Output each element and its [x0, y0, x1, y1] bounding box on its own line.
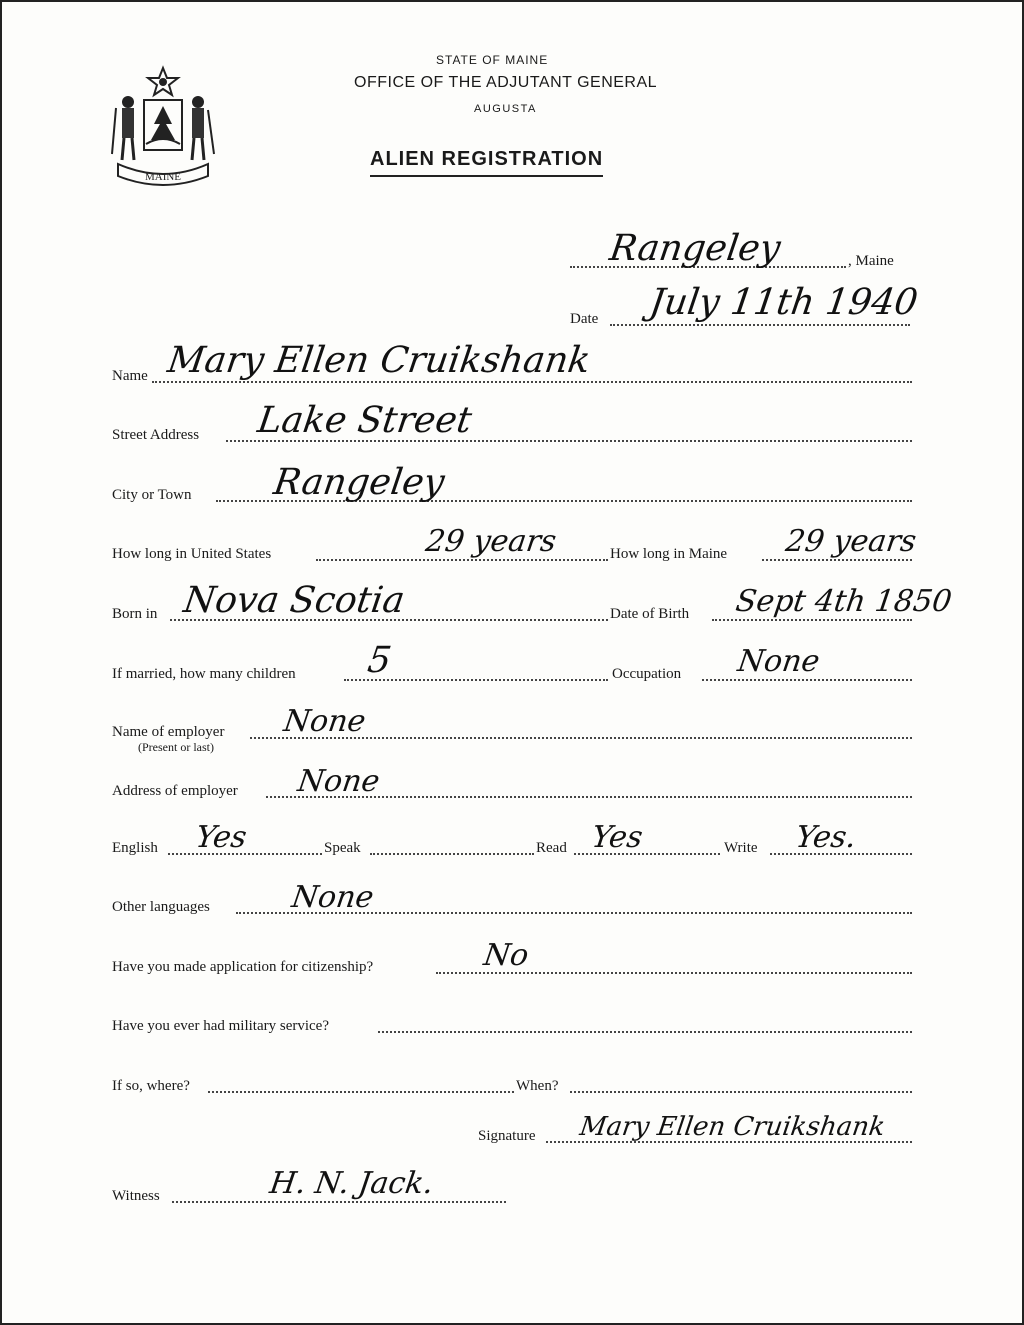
date-label: Date	[570, 311, 599, 327]
city-value: Rangeley	[271, 462, 447, 503]
when-label: When?	[516, 1078, 559, 1094]
form-title: ALIEN REGISTRATION	[370, 148, 603, 177]
born-in-value: Nova Scotia	[181, 580, 408, 621]
name-label: Name	[112, 368, 148, 384]
other-languages-value: None	[289, 880, 376, 915]
dob-value: Sept 4th 1850	[733, 584, 954, 619]
street-label: Street Address	[112, 427, 200, 443]
where-line	[208, 1091, 514, 1093]
place-label: , Maine	[848, 253, 894, 269]
dob-line	[712, 619, 912, 621]
read-value: Yes	[589, 820, 645, 855]
maine-state-seal	[108, 64, 218, 188]
place-value: Rangeley	[607, 228, 783, 269]
dob-label: Date of Birth	[610, 606, 690, 622]
name-line	[152, 381, 912, 383]
witness-label: Witness	[112, 1188, 160, 1204]
header-city: AUGUSTA	[474, 103, 537, 115]
english-label: English	[112, 840, 158, 856]
write-label: Write	[724, 840, 758, 856]
witness-line	[172, 1201, 506, 1203]
witness-value: H. N. Jack.	[267, 1166, 436, 1201]
citizenship-value: No	[481, 938, 531, 973]
header-state: STATE OF MAINE	[436, 53, 549, 67]
when-line	[570, 1091, 912, 1093]
employer-sublabel: (Present or last)	[138, 740, 214, 754]
english-value: Yes	[193, 820, 249, 855]
citizenship-label: Have you made application for citizenship?	[112, 959, 374, 975]
read-label: Read	[536, 840, 567, 856]
years-maine-label: How long in Maine	[610, 546, 728, 562]
write-value: Yes.	[793, 820, 859, 855]
years-us-label: How long in United States	[112, 546, 272, 562]
city-label: City or Town	[112, 487, 192, 503]
military-label: Have you ever had military service?	[112, 1018, 329, 1034]
military-line	[378, 1031, 912, 1033]
born-in-label: Born in	[112, 606, 158, 622]
years-maine-value: 29 years	[783, 524, 919, 559]
date-line	[610, 324, 910, 326]
svg-text:MAINE: MAINE	[144, 171, 182, 183]
name-value: Mary Ellen Cruikshank	[165, 340, 593, 381]
years-maine-line	[762, 559, 912, 561]
where-label: If so, where?	[112, 1078, 190, 1094]
years-us-line	[316, 559, 608, 561]
children-label: If married, how many children	[112, 666, 296, 682]
other-languages-label: Other languages	[112, 899, 210, 915]
speak-label: Speak	[324, 840, 361, 856]
signature-label: Signature	[478, 1128, 536, 1144]
english-line	[168, 853, 322, 855]
employer-label: Name of employer	[112, 724, 225, 740]
date-value: July 11th 1940	[647, 282, 921, 323]
header-office: OFFICE OF THE ADJUTANT GENERAL	[354, 74, 658, 91]
signature-value: Mary Ellen Cruikshank	[577, 1112, 887, 1142]
employer-address-value: None	[295, 764, 382, 799]
occupation-label: Occupation	[612, 666, 682, 682]
occupation-value: None	[735, 644, 822, 679]
speak-line	[370, 853, 534, 855]
occupation-line	[702, 679, 912, 681]
street-value: Lake Street	[255, 400, 475, 441]
employer-value: None	[281, 704, 368, 739]
employer-address-label: Address of employer	[112, 783, 238, 799]
years-us-value: 29 years	[423, 524, 559, 559]
children-value: 5	[365, 640, 394, 681]
